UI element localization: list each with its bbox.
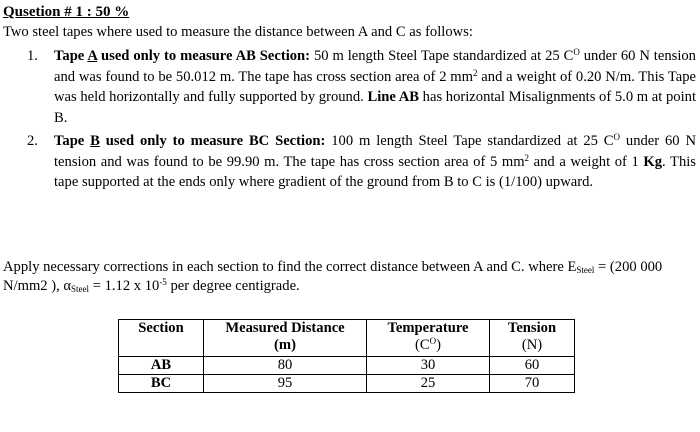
data-table: [118, 319, 575, 393]
cell-temperature: 30: [367, 357, 490, 375]
item-lead: Tape A used only to measure AB Section:: [54, 48, 311, 64]
cell-distance: 95: [204, 375, 367, 393]
table-row: [119, 357, 575, 375]
square-superscript: 2: [524, 152, 530, 163]
tape-letter: A: [87, 48, 98, 64]
cell-section: BC: [119, 375, 204, 393]
steel-subscript: Steel: [576, 265, 595, 275]
tape-list: [0, 46, 696, 193]
degree-superscript: O: [573, 47, 580, 57]
table-row: [119, 375, 575, 393]
cell-distance: 80: [204, 357, 367, 375]
item-number: 1.: [27, 48, 38, 64]
line-label: Line AB: [367, 89, 419, 105]
steel-subscript-alpha: Steel: [71, 284, 90, 294]
tape-letter: B: [90, 133, 100, 149]
kg-label: Kg: [643, 153, 663, 170]
cell-temperature: 25: [367, 375, 490, 393]
header-tension: Tension (N): [490, 320, 575, 357]
cell-section: AB: [119, 357, 204, 375]
header-section: Section: [119, 320, 204, 357]
item-lead: Tape B used only to measure BC Section:: [54, 133, 326, 149]
instructions-paragraph: Apply necessary corrections in each section to find the correct distance between A and C. where $E_{Steel} = (200$ 000 N/mm2 ), $\alpha_{Steel} = 1.12$ x $10^{-5}$ per degree centigrade.: [3, 259, 663, 294]
header-temperature: Temperature $(C^O)$: [367, 320, 490, 357]
header-measured-distance: Measured Distance (m): [204, 320, 367, 357]
list-item-tape-a: 1. Tape A used only to measure AB Section: 50 m length Steel Tape standardized at 25 $C^O$ under 60 N tension and was found to be 50.012 m. The tape has cross section area of 2 $mm^2$ and a weight of 0.20 N/m. This Tape was held horizontally and fully supported by ground. Line AB has horizontal Misalignments of 5.0 m at point B.: [27, 47, 697, 126]
degree-superscript: O: [613, 132, 621, 142]
cell-tension: 70: [490, 375, 575, 393]
square-superscript: 2: [473, 67, 478, 78]
table-header-row: [119, 320, 575, 357]
item-number: 2.: [27, 133, 38, 149]
question-title: Qusetion # 1 : 50 %: [3, 4, 130, 20]
list-item-tape-b: 2. Tape B used only to measure BC Section: 100 m length Steel Tape standardized at 25 $C^O$ under 60 N tension and was found to be 99.90 m. The tape has cross section area of 5 $mm^2$ and a weight of 1 Kg. This tape supported at the ends only where gradient of the ground from B to C is (1/100) upward.: [27, 132, 697, 190]
cell-tension: 60: [490, 357, 575, 375]
intro-text: Two steel tapes where used to measure the distance between A and C as follows:: [3, 24, 473, 40]
exponent-superscript: -5: [159, 277, 167, 287]
